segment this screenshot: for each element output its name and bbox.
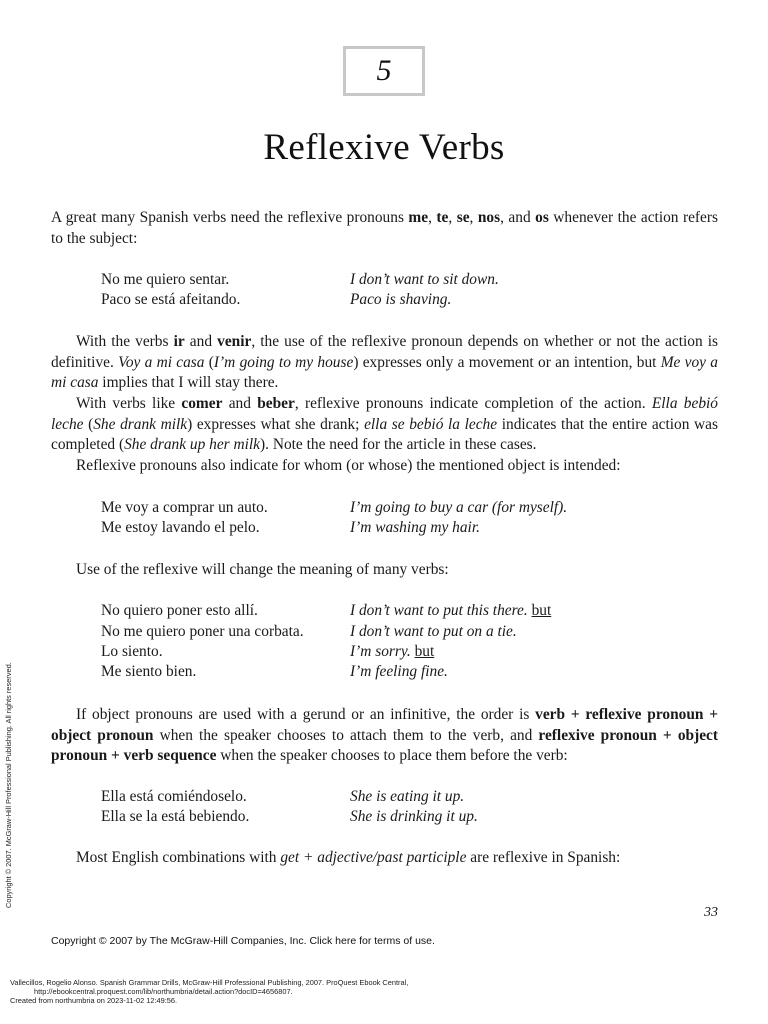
paragraph-object-pronouns: If object pronouns are used with a gerund or an infinitive, the order is verb + reflexive pronoun + object pronoun when the speaker chooses to attach them to the verb, and reflexive pronoun + object pronoun + verb sequence when the speaker chooses to place them before the verb: (51, 706, 718, 764)
chapter-number-box (343, 46, 425, 96)
citation-line: Vallecillos, Rogelio Alonso. Spanish Grammar Drills, McGraw-Hill Professional Publishing, 2007. ProQuest Ebook Central, (10, 978, 409, 987)
chapter-number: 5 (376, 54, 392, 87)
citation-footer (10, 978, 408, 1005)
but-note: but (531, 602, 552, 619)
paragraph-ir-venir: With the verbs ir and venir, the use of the reflexive pronoun depends on whether or not the action is definitive. Voy a mi casa (I’m going to my house) expresses only a movement or an intention, but Me voy a mi casa implies that I will stay there. (51, 333, 718, 391)
paragraph-for-whom: Reflexive pronouns also indicate for whom (or whose) the mentioned object is intended: (76, 457, 621, 474)
chapter-title: Reflexive Verbs (263, 127, 505, 168)
citation-url[interactable]: http://ebookcentral.proquest.com/lib/northumbria/detail.action?docID=4656807. (34, 987, 293, 996)
citation-created: Created from northumbria on 2023-11-02 12:49:56. (10, 996, 178, 1005)
paragraph-meaning-change: Use of the reflexive will change the meaning of many verbs: (76, 561, 449, 578)
paragraph-intro: A great many Spanish verbs need the reflexive pronouns me, te, se, nos, and os whenever the action refers to the subject: (51, 209, 718, 247)
page-number: 33 (704, 905, 718, 920)
paragraph-comer-beber: With verbs like comer and beber, reflexive pronouns indicate completion of the action. Ella bebió leche (She drank milk) expresses what she drank; ella se bebió la leche indicates that the entire action was completed (She drank up her milk). Note the need for the article in these cases. (51, 395, 718, 453)
terms-of-use-link[interactable]: Copyright © 2007 by The McGraw-Hill Companies, Inc. Click here for terms of use. (51, 935, 435, 947)
paragraph-get-adjective: Most English combinations with get + adjective/past participle are reflexive in Spanish: (76, 849, 621, 866)
side-copyright-notice: Copyright © 2007. McGraw-Hill Professional Publishing. All rights reserved. (4, 662, 13, 908)
but-note: but (414, 643, 435, 660)
